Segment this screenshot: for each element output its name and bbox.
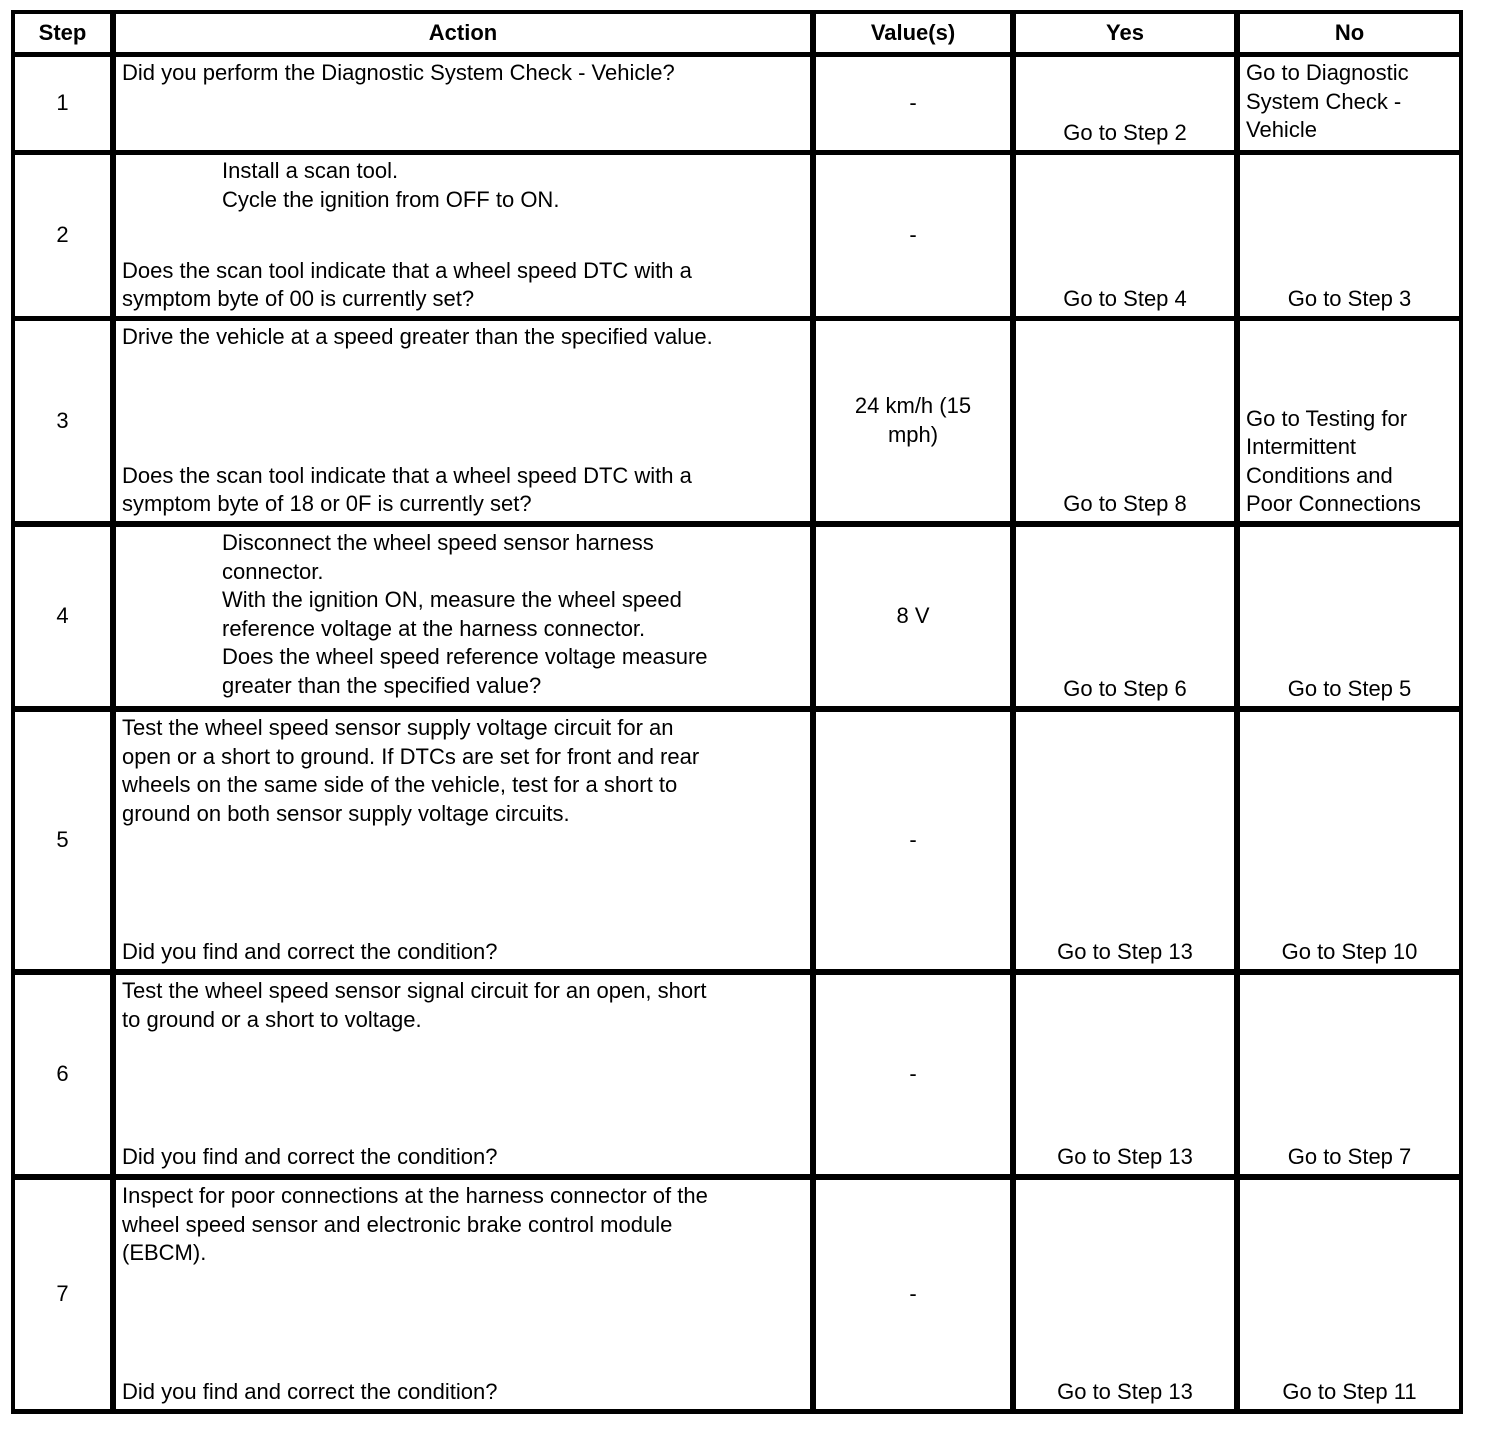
row-5-action	[116, 712, 810, 969]
row-5-no: Go to Step 10	[1240, 712, 1459, 969]
row-3-action	[116, 321, 810, 521]
row-7-value: -	[816, 1180, 1010, 1409]
row-5-step: 5	[15, 712, 110, 969]
row-4-step: 4	[15, 527, 110, 706]
row-4-no: Go to Step 5	[1240, 527, 1459, 706]
action-line: Did you perform the Diagnostic System Check - Vehicle?	[122, 60, 675, 85]
no-line: Go to Diagnostic	[1246, 60, 1409, 85]
action-line: Does the scan tool indicate that a wheel speed DTC with a	[122, 462, 692, 488]
no-line: Poor Connections	[1246, 491, 1421, 517]
header-no: No	[1240, 14, 1459, 52]
row-2-action	[116, 155, 810, 316]
action-line: ground on both sensor supply voltage circuits.	[122, 800, 570, 826]
row-6-value: -	[816, 975, 1010, 1174]
row-7-step: 7	[15, 1180, 110, 1409]
value-line: 24 km/h (15	[854, 393, 972, 419]
no-line: Go to Testing for	[1246, 405, 1408, 431]
row-6-step: 6	[15, 975, 110, 1174]
row-3-step: 3	[15, 321, 110, 521]
row-5-value: -	[816, 712, 1010, 969]
no-line: Vehicle	[1246, 117, 1317, 143]
action-line: Test the wheel speed sensor signal circuit for an open, short	[122, 978, 707, 1003]
header-values: Value(s)	[816, 14, 1010, 52]
row-7-action	[116, 1180, 810, 1409]
action-line: wheel speed sensor and electronic brake control module	[122, 1211, 673, 1237]
row-1-no	[1240, 57, 1459, 150]
row-2-no: Go to Step 3	[1240, 155, 1459, 316]
action-line: Did you find and correct the condition?	[122, 1379, 498, 1405]
action-line: reference voltage at the harness connector.	[222, 615, 646, 641]
no-line: System Check -	[1246, 88, 1402, 114]
no-line: Intermittent	[1246, 434, 1357, 460]
action-line: Did you find and correct the condition?	[122, 939, 498, 965]
row-1-step: 1	[15, 57, 110, 150]
row-2-yes: Go to Step 4	[1016, 155, 1234, 316]
action-line: Did you find and correct the condition?	[122, 1144, 498, 1170]
row-2-value: -	[816, 155, 1010, 316]
row-4-action	[116, 527, 810, 706]
row-6-no: Go to Step 7	[1240, 975, 1459, 1174]
row-3-value	[816, 321, 1010, 521]
action-line: Does the wheel speed reference voltage measure	[222, 644, 708, 670]
action-line: greater than the specified value?	[222, 672, 542, 698]
action-line: Drive the vehicle at a speed greater than the specified value.	[122, 324, 713, 349]
action-line: wheels on the same side of the vehicle, test for a short to	[122, 772, 678, 798]
row-4-value: 8 V	[816, 527, 1010, 706]
value-line: mph)	[887, 422, 939, 447]
action-line: symptom byte of 00 is currently set?	[122, 286, 475, 312]
action-line: Does the scan tool indicate that a wheel speed DTC with a	[122, 257, 692, 283]
action-line: Install a scan tool.	[222, 158, 399, 183]
row-2-step: 2	[15, 155, 110, 316]
row-3-no	[1240, 321, 1459, 521]
row-5-yes: Go to Step 13	[1016, 712, 1234, 969]
action-line: connector.	[222, 558, 324, 584]
row-3-yes: Go to Step 8	[1016, 321, 1234, 521]
action-line: Inspect for poor connections at the harness connector of the	[122, 1183, 708, 1208]
header-yes: Yes	[1016, 14, 1234, 52]
action-line: to ground or a short to voltage.	[122, 1006, 422, 1032]
row-7-no: Go to Step 11	[1240, 1180, 1459, 1409]
row-1-action	[116, 57, 810, 150]
row-4-yes: Go to Step 6	[1016, 527, 1234, 706]
header-action: Action	[116, 14, 810, 52]
row-6-yes: Go to Step 13	[1016, 975, 1234, 1174]
action-line: (EBCM).	[122, 1240, 207, 1266]
action-line: open or a short to ground. If DTCs are set for front and rear	[122, 743, 700, 769]
action-line: symptom byte of 18 or 0F is currently set?	[122, 491, 532, 517]
action-line: With the ignition ON, measure the wheel speed	[222, 587, 682, 613]
row-1-yes: Go to Step 2	[1016, 57, 1234, 150]
row-6-action	[116, 975, 810, 1174]
action-line: Test the wheel speed sensor supply voltage circuit for an	[122, 715, 674, 740]
no-line: Conditions and	[1246, 462, 1393, 488]
header-step: Step	[15, 14, 110, 52]
row-7-yes: Go to Step 13	[1016, 1180, 1234, 1409]
row-1-value: -	[816, 57, 1010, 150]
action-line: Disconnect the wheel speed sensor harness	[222, 530, 654, 555]
action-line: Cycle the ignition from OFF to ON.	[222, 186, 560, 212]
